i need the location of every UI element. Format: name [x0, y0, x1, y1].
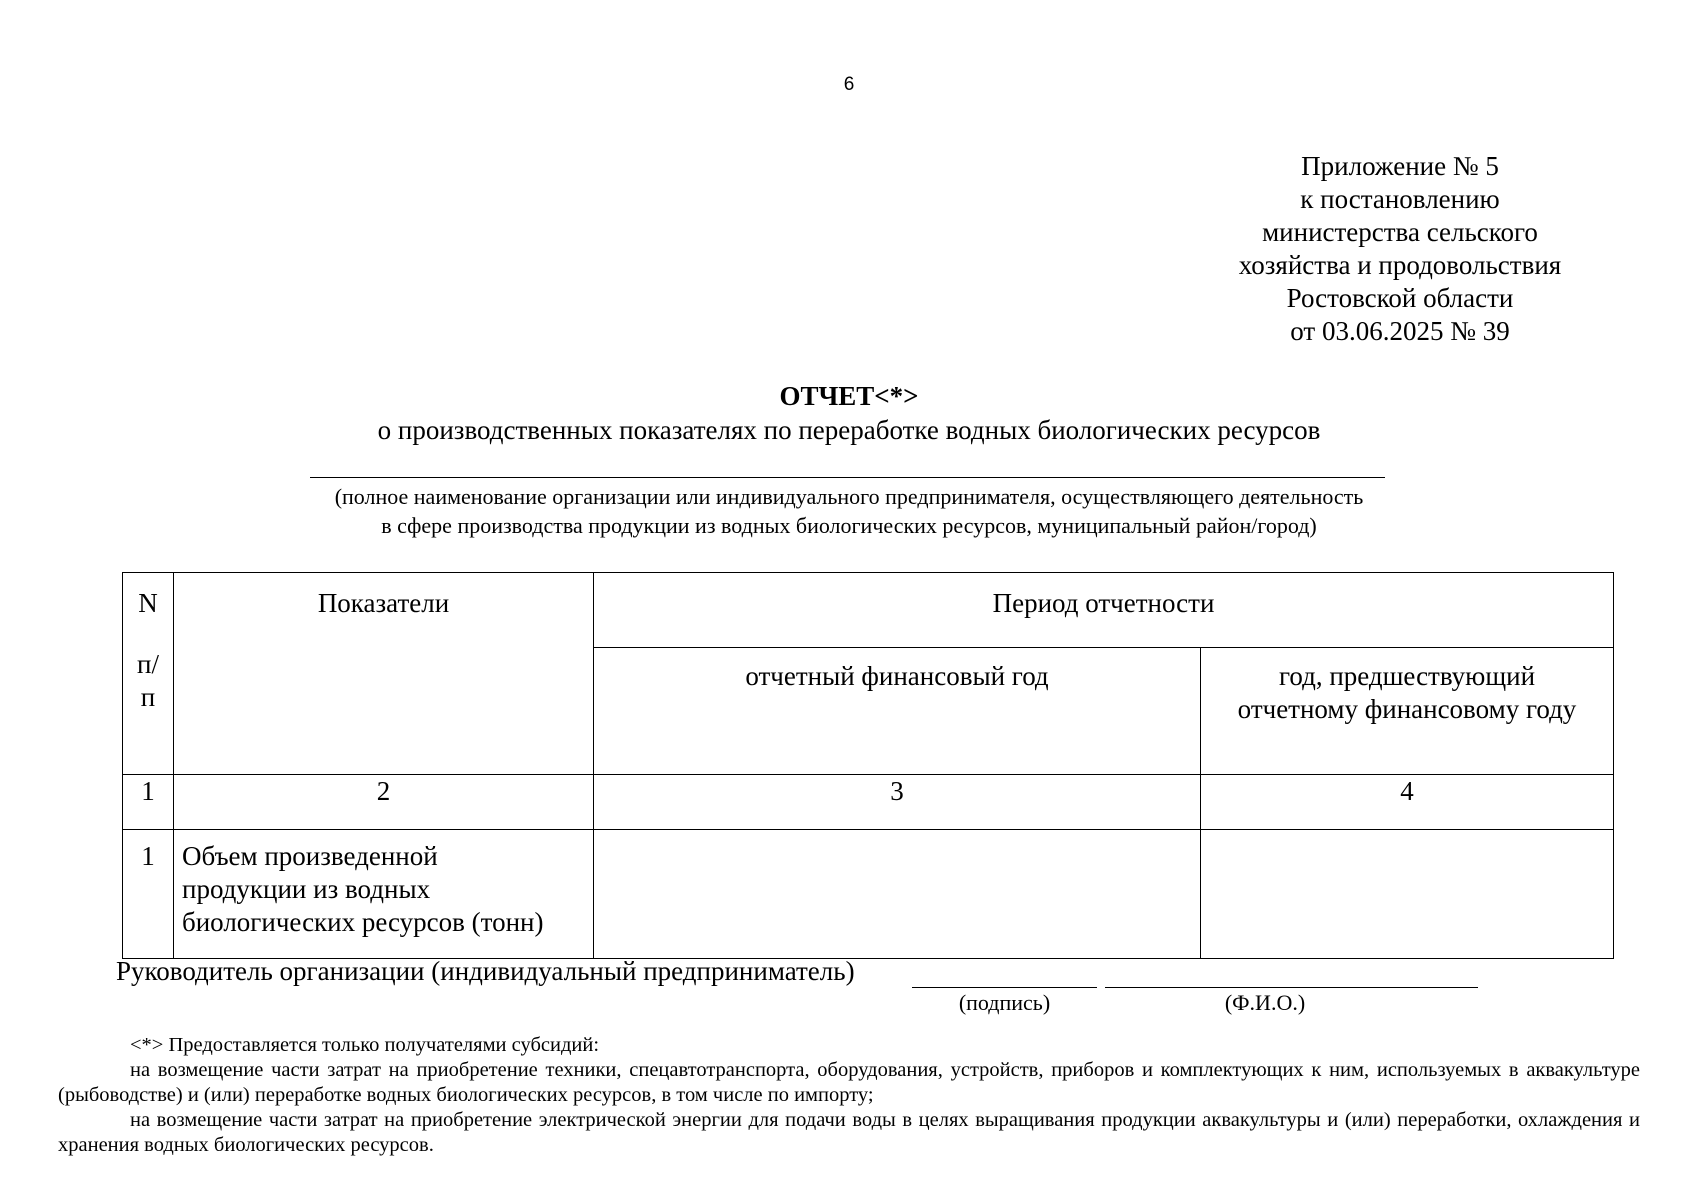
- row-number: 1: [123, 830, 174, 959]
- report-title: ОТЧЕТ<*>: [779, 381, 919, 411]
- header-current-year: отчетный финансовый год: [594, 648, 1201, 775]
- footnote-item: на возмещение части затрат на приобретение техники, спецавтотранспорта, оборудования, устройств, приборов и комплектующих к ним, используемых в аквакультуре (рыбоводстве) и (или) переработке водных биологических ресурсов, в том числе по импорту;: [58, 1059, 1640, 1106]
- row-indicator-line: продукции из водных: [182, 874, 431, 904]
- column-number: 3: [594, 775, 1201, 830]
- row-indicator-line: биологических ресурсов (тонн): [182, 907, 544, 937]
- appendix-block: [1180, 150, 1620, 348]
- report-table: [122, 572, 1614, 959]
- page-number: 6: [843, 74, 855, 95]
- header-number: [123, 573, 174, 775]
- header-previous-year: [1201, 648, 1614, 775]
- header-previous-year-line: год, предшествующий: [1278, 661, 1536, 691]
- appendix-line: к постановлению: [1300, 184, 1500, 214]
- header-indicators: Показатели: [174, 573, 594, 775]
- header-period: Период отчетности: [594, 573, 1614, 648]
- organization-caption-line: в сфере производства продукции из водных биологических ресурсов, муниципальный район/город): [381, 513, 1317, 538]
- signature-caption: (подпись): [958, 990, 1051, 1015]
- appendix-line: Ростовской области: [1286, 283, 1514, 313]
- appendix-line: хозяйства и продовольствия: [1238, 250, 1562, 280]
- table-row: [123, 830, 1614, 959]
- row-previous-year-value[interactable]: [1201, 830, 1614, 959]
- header-number-n: N: [138, 588, 158, 618]
- signature-line: [912, 987, 1097, 988]
- footnote-item: на возмещение части затрат на приобретение электрической энергии для подачи воды в целях выращивания продукции аквакультуры и (или) переработки, охлаждения и хранения водных биологических ресурсов.: [58, 1109, 1640, 1156]
- full-name-line: [1105, 987, 1478, 988]
- appendix-line: министерства сельского: [1262, 217, 1538, 247]
- organization-caption: [0, 482, 1698, 540]
- header-previous-year-line: отчетному финансовому году: [1237, 694, 1577, 724]
- organization-caption-line: (полное наименование организации или индивидуального предпринимателя, осуществляющего деятельность: [334, 484, 1364, 509]
- column-number: 1: [123, 775, 174, 830]
- footnotes: [58, 1033, 1640, 1158]
- row-indicator: [174, 830, 594, 959]
- row-indicator-line: Объем произведенной: [182, 841, 438, 871]
- appendix-line: Приложение № 5: [1301, 151, 1499, 181]
- column-number: 4: [1201, 775, 1614, 830]
- organization-name-line: [310, 477, 1385, 478]
- header-number-p2: п: [140, 682, 156, 712]
- row-current-year-value[interactable]: [594, 830, 1201, 959]
- footnote-intro: <*> Предоставляется только получателями субсидий:: [130, 1034, 600, 1056]
- column-number: 2: [174, 775, 594, 830]
- report-subtitle: о производственных показателях по переработке водных биологических ресурсов: [377, 415, 1321, 445]
- header-number-p1: п/: [137, 649, 159, 679]
- full-name-caption: (Ф.И.О.): [1224, 990, 1306, 1015]
- appendix-line: от 03.06.2025 № 39: [1290, 316, 1510, 346]
- signature-label: Руководитель организации (индивидуальный предприниматель): [116, 956, 855, 986]
- column-numbers-row: [123, 775, 1614, 830]
